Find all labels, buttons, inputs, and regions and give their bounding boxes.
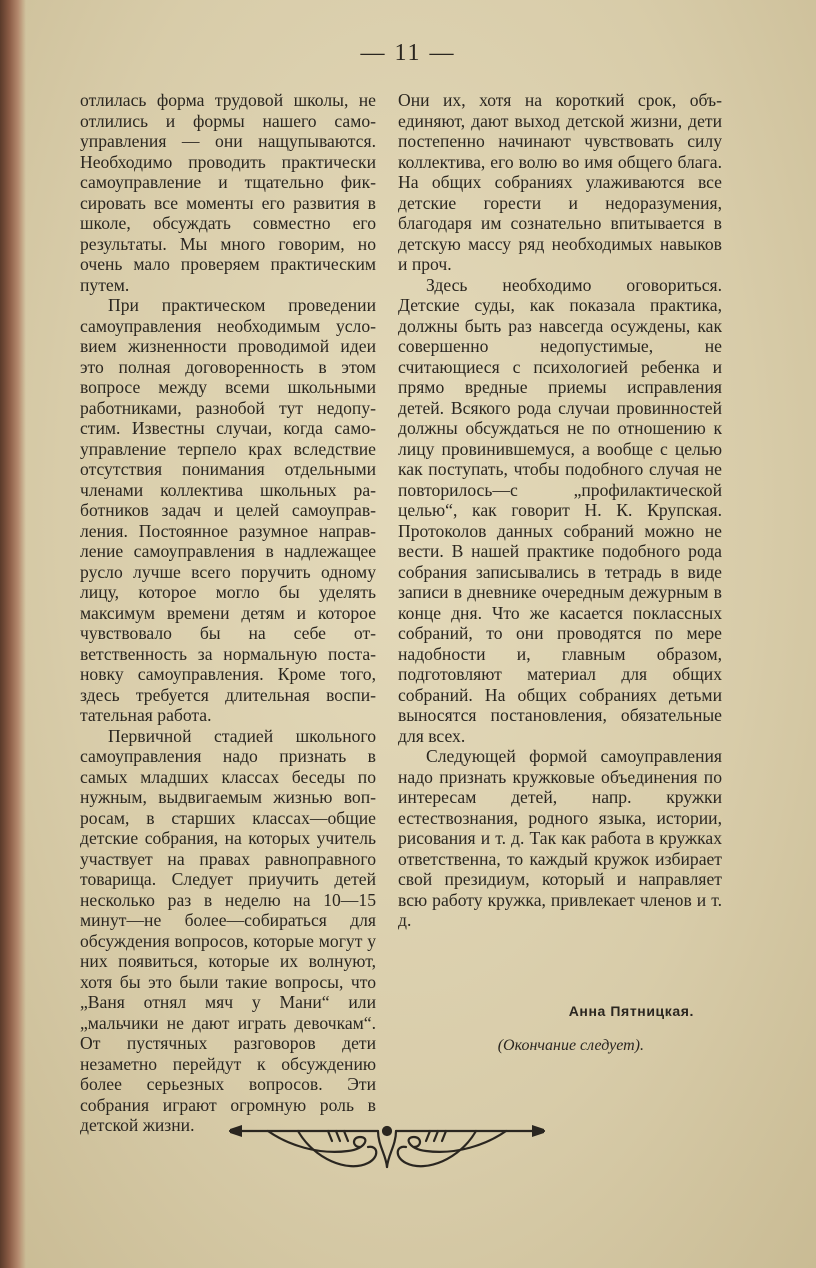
continuation-note: (Окончание следует). (497, 1037, 644, 1054)
paragraph: Они их, хотя на короткий срок, объединяют, дают выход детской жизни, дети постепенно начинают чувствовать силу коллектива, его волю во имя общего блага. На общих собраниях улаживаются все детские горести и недоразумения, благодаря им сознательно впитывается в детскую массу ряд необходимых навыков и проч. (398, 90, 722, 274)
right-text-column (398, 90, 722, 931)
paragraph: отлилась форма трудовой школы, не отлились и формы нашего самоуправления — они нащупываются. Необходимо проводить практически самоуправление и тщательно фиксировать все моменты его развития в школе, обсуждать совместно его результаты. Мы много говорим, но очень мало проверяем практическим путем. (80, 90, 376, 295)
paragraph: Первичной стадией школьного самоуправления надо признать в самых младших классах беседы по нужным, выдвигаемым жизнью вопросам, в старших классах—общие детские собрания, на которых учитель участвует на правах равноправного товарища. Следует приучить детей несколько раз в неделю на 10—15 минут—не более—собираться для обсуждения вопросов, которые могут у них появиться, которые их волнуют, хотя бы это были такие вопросы, что „Ваня отнял мяч у Мани“ или „мальчики не дают играть девочкам“. От пустячных разговоров дети незаметно перейдут к обсуждению более серьезных вопросов. Эти собрания играют огромную роль в детской жизни. (80, 725, 376, 1135)
paragraph: Здесь необходимо оговориться. Детские суды, как показала практика, должны быть раз навсегда осуждены, как совершенно недопустимые, не считающиеся с психологией ребенка и прямо вредные приемы исправления детей. Всякого рода случаи провинностей должны обсуждаться не по отношению к лицу провинившемуся, а вообще с целью как поступать, чтобы подобного случая не повторилось—с „профилактической целью“, как говорит Н. К. Крупская. Протоколов данных собраний можно не вести. В нашей практике подобного рода собрания записывались в тетрадь в виде записи в дневнике очередным дежурным в конце дня. Что же касается поклассных собраний, то они проводятся по мере надобности и, главным образом, подготовляют материал для общих собраний. На общих собраниях детьми выносятся постановления, обязательные для всех. (398, 274, 722, 746)
decorative-ornament-icon (228, 1115, 546, 1177)
author-signature: Анна Пятницкая. (568, 1003, 694, 1019)
paragraph: Следующей формой самоуправления надо признать кружковые объединения по интересам детей, напр. кружки естествознания, родного языка, истории, рисования и т. д. Так как работа в кружках ответственна, то каждый кружок избирает свой президиум, который и направляет всю работу кружка, привлекает членов и т. д. (398, 746, 722, 930)
left-text-column (80, 90, 376, 1136)
page-binding-edge (0, 0, 26, 1268)
paragraph: При практическом проведении самоуправления необходимым условием жизненности проводимой идеи это полная договоренность в этом вопросе между всеми школьными работниками, разнобой тут недопустим. Известны случаи, когда самоуправление терпело крах вследствие отсутствия понимания отдельными членами коллектива школьных работников задач и целей самоуправления. Постоянное разумное направление самоуправления в надлежащее русло лучше всего поручить одному лицу, которое могло бы уделять максимум времени детям и которое чувствовало бы на себе ответственность за нормальную постановку самоуправления. Кроме того, здесь требуется длительная воспитательная работа. (80, 295, 376, 725)
page-number: — 11 — (360, 40, 456, 66)
